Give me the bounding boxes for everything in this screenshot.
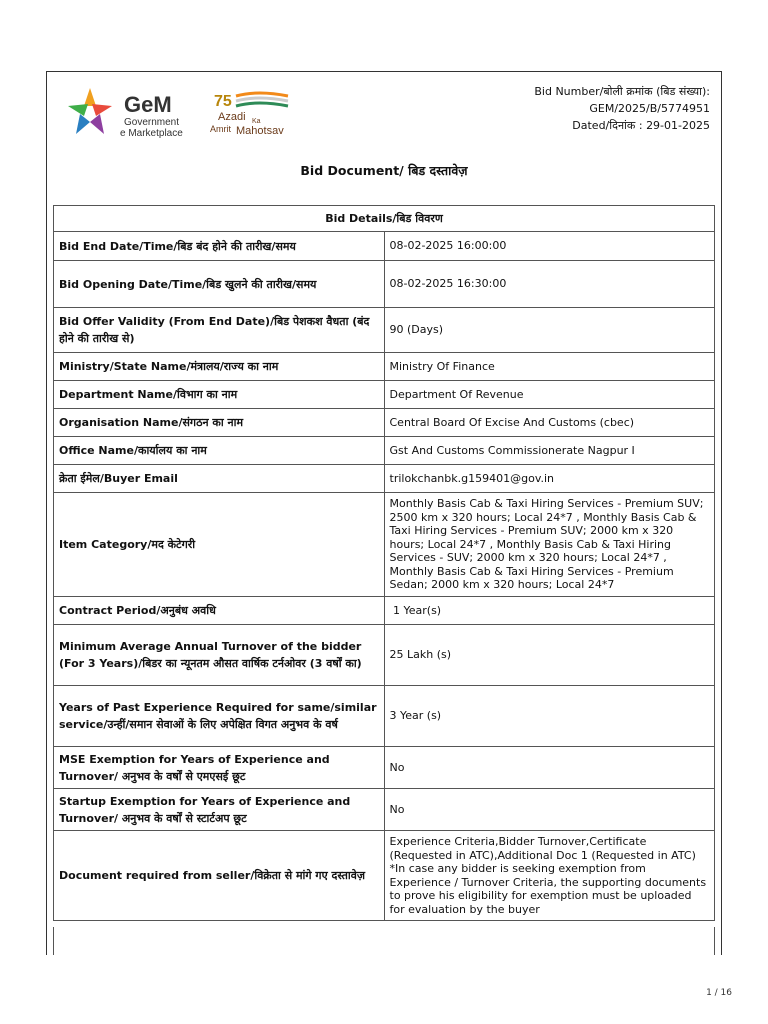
gem-logo: [62, 82, 202, 142]
row-value: No: [384, 747, 715, 789]
svg-text:GeM: GeM: [124, 92, 172, 117]
table-heading-row: [54, 206, 715, 232]
dated-label: Dated/दिनांक :: [572, 119, 643, 132]
svg-text:Amrit: Amrit: [210, 124, 231, 134]
table-row: [54, 353, 715, 381]
dated-line: [534, 117, 710, 134]
table-row: [54, 308, 715, 353]
azadi-ka-amrit-mahotsav-logo: [208, 88, 308, 138]
row-key: Bid Offer Validity (From End Date)/बिड पेशकश वैधता (बंद होने की तारीख से): [54, 308, 385, 353]
row-key: Contract Period/अनुबंध अवधि: [54, 597, 385, 625]
bid-number: GEM/2025/B/5774951: [589, 102, 710, 115]
svg-text:Mahotsav: Mahotsav: [236, 125, 284, 137]
document-title: Bid Document/ बिड दस्तावेज़: [300, 163, 468, 178]
row-key: MSE Exemption for Years of Experience and Turnover/ अनुभव के वर्षों से एमएसई छूट: [54, 747, 385, 789]
page-number: 1 / 16: [706, 988, 732, 998]
svg-text:75: 75: [214, 93, 232, 110]
table-row: [54, 831, 715, 921]
row-key: Years of Past Experience Required for same/similar service/उन्हीं/समान सेवाओं के लिए अपेक्षित विगत अनुभव के वर्ष: [54, 686, 385, 747]
exemption-note: *In case any bidder is seeking exemption from Experience / Turnover Criteria, the supporting documents to prove his eligibility for exemption must be uploaded for evaluation by the buyer: [389, 862, 707, 916]
table-continuation: [53, 927, 715, 955]
row-value: 08-02-2025 16:00:00: [384, 232, 715, 261]
buyer-email: trilokchanbk.g159401@gov.in: [384, 465, 715, 493]
table-row: [54, 465, 715, 493]
table-row: [54, 437, 715, 465]
svg-text:Ka: Ka: [252, 118, 261, 125]
bid-details-table: [53, 205, 715, 921]
table-row: [54, 409, 715, 437]
row-value: 25 Lakh (s): [384, 625, 715, 686]
row-value: Monthly Basis Cab & Taxi Hiring Services - Premium SUV; 2500 km x 320 hours; Local 24*7 , Monthly Basis Cab & Taxi Hiring Services - Premium SUV; 2000 km x 320 hours; Local 24*7 , Monthly Basis Cab & Taxi Hiring Services - SUV; 2000 km x 320 hours; Local 24*7 , Monthly Basis Cab & Taxi Hiring Services - Premium Sedan; 2000 km x 320 hours; Local 24*7: [384, 493, 715, 597]
row-key: Item Category/मद केटेगरी: [54, 493, 385, 597]
row-value: Ministry Of Finance: [384, 353, 715, 381]
table-heading: Bid Details/बिड विवरण: [54, 206, 715, 232]
bid-meta: [534, 83, 710, 134]
row-value: 3 Year (s): [384, 686, 715, 747]
dated-value: 29-01-2025: [646, 119, 710, 132]
row-value: 90 (Days): [384, 308, 715, 353]
table-row: [54, 381, 715, 409]
row-key: Ministry/State Name/मंत्रालय/राज्य का नाम: [54, 353, 385, 381]
row-value: Department Of Revenue: [384, 381, 715, 409]
svg-text:e Marketplace: e Marketplace: [120, 128, 183, 139]
row-value: Central Board Of Excise And Customs (cbec): [384, 409, 715, 437]
row-key: Startup Exemption for Years of Experience and Turnover/ अनुभव के वर्षों से स्टार्टअप छूट: [54, 789, 385, 831]
table-row: [54, 686, 715, 747]
bid-number-label: Bid Number/बोली क्रमांक (बिड संख्या):: [534, 85, 710, 98]
row-value: No: [384, 789, 715, 831]
row-value: Gst And Customs Commissionerate Nagpur I: [384, 437, 715, 465]
row-value: 08-02-2025 16:30:00: [384, 261, 715, 308]
row-key: Office Name/कार्यालय का नाम: [54, 437, 385, 465]
table-row: [54, 232, 715, 261]
row-value: [384, 831, 715, 921]
table-row: [54, 625, 715, 686]
table-row: [54, 597, 715, 625]
row-key: Bid Opening Date/Time/बिड खुलने की तारीख/समय: [54, 261, 385, 308]
row-value: 1 Year(s): [384, 597, 715, 625]
table-row: [54, 789, 715, 831]
svg-text:Azadi: Azadi: [218, 111, 246, 123]
row-key: Minimum Average Annual Turnover of the bidder (For 3 Years)/बिडर का न्यूनतम औसत वार्षिक टर्नओवर (3 वर्षों का): [54, 625, 385, 686]
table-row: [54, 261, 715, 308]
row-key: Organisation Name/संगठन का नाम: [54, 409, 385, 437]
required-documents: Experience Criteria,Bidder Turnover,Certificate (Requested in ATC),Additional Doc 1 (Requested in ATC): [389, 835, 696, 862]
row-key: Document required from seller/विक्रेता से मांगे गए दस्तावेज़: [54, 831, 385, 921]
row-key: क्रेता ईमेल/Buyer Email: [54, 465, 385, 493]
row-key: Department Name/विभाग का नाम: [54, 381, 385, 409]
svg-text:Government: Government: [124, 117, 180, 128]
row-key: Bid End Date/Time/बिड बंद होने की तारीख/समय: [54, 232, 385, 261]
table-row: [54, 747, 715, 789]
table-row: [54, 493, 715, 597]
